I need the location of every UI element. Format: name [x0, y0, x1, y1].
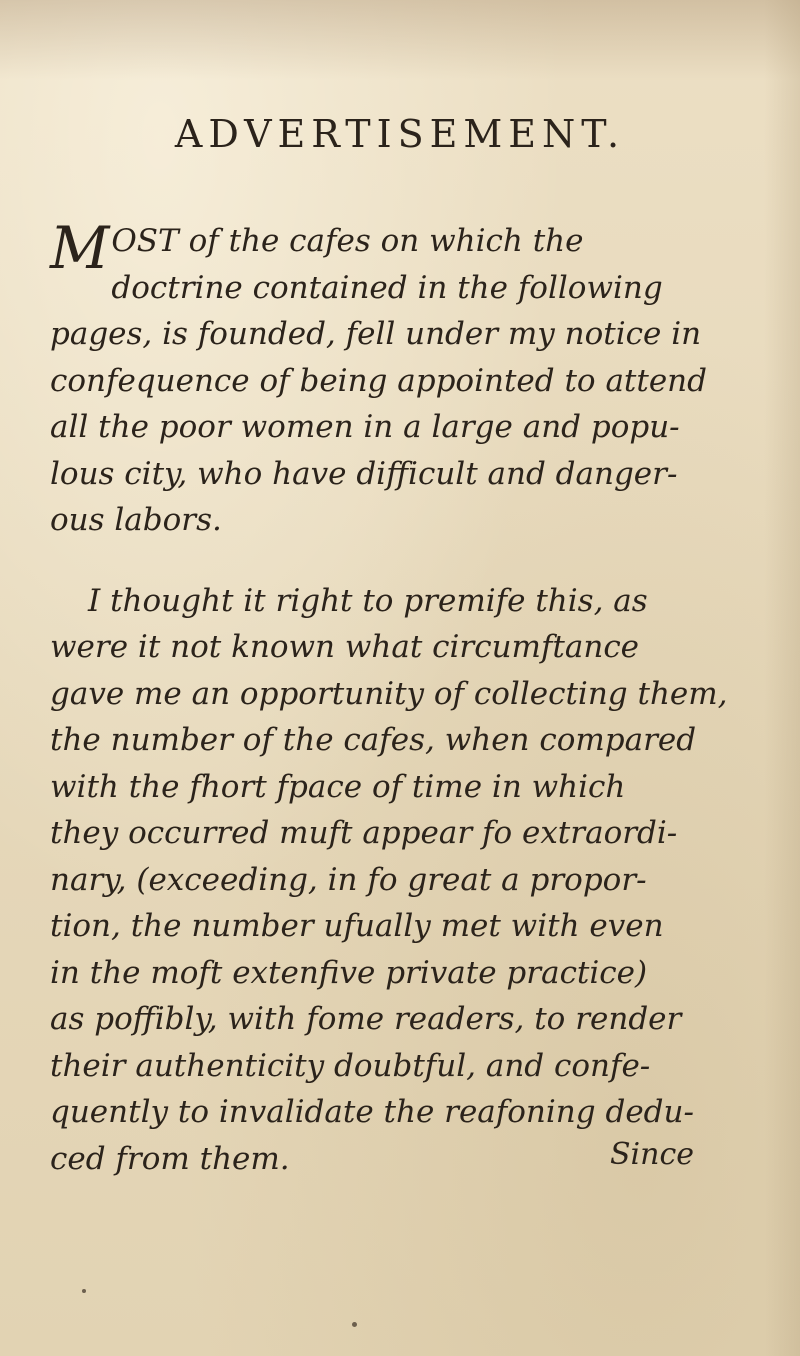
text-line: ous labors. [50, 502, 222, 538]
text-line: quently to invalidate the reafoning dedu- [50, 1094, 694, 1130]
drop-cap: M [50, 214, 110, 282]
text-line: confequence of being appointed to attend [50, 362, 707, 399]
text-line: tion, the number ufually met with even [50, 908, 664, 944]
page-stain [0, 0, 800, 80]
text-line: as poffibly, with fome readers, to render [50, 1001, 682, 1037]
text-line: with the fhort fpace of time in which [50, 768, 626, 805]
ink-speck [82, 1289, 86, 1293]
text-line: were it not known what circumftance [50, 629, 640, 665]
body-text [50, 214, 785, 1182]
text-line: nary, (exceeding, in fo great a propor- [50, 861, 647, 898]
catchword: Since [610, 1137, 695, 1172]
text-line: lous city, who have difficult and danger- [50, 455, 678, 492]
text-line: gave me an opportunity of collecting them, [50, 675, 728, 712]
text-line: they occurred muft appear fo extraordi- [50, 815, 678, 851]
text-line: OST of the cafes on which the [111, 223, 584, 259]
text-line: ced from them. [50, 1140, 290, 1177]
text-line: pages, is founded, fell under my notice in [50, 316, 702, 352]
text-line: in the moft extenfive private practice) [50, 954, 648, 991]
text-line: their authenticity doubtful, and confe- [50, 1047, 651, 1084]
text-line: all the poor women in a large and popu- [50, 409, 680, 445]
ink-speck [352, 1322, 357, 1327]
text-line: doctrine contained in the following [111, 269, 663, 306]
text-line: the number of the cafes, when compared [50, 722, 697, 758]
text-line: I thought it right to premife this, as [88, 582, 648, 619]
paragraph-2 [50, 578, 785, 1183]
paragraph-1 [50, 214, 785, 544]
page-heading: ADVERTISEMENT. [174, 112, 626, 156]
